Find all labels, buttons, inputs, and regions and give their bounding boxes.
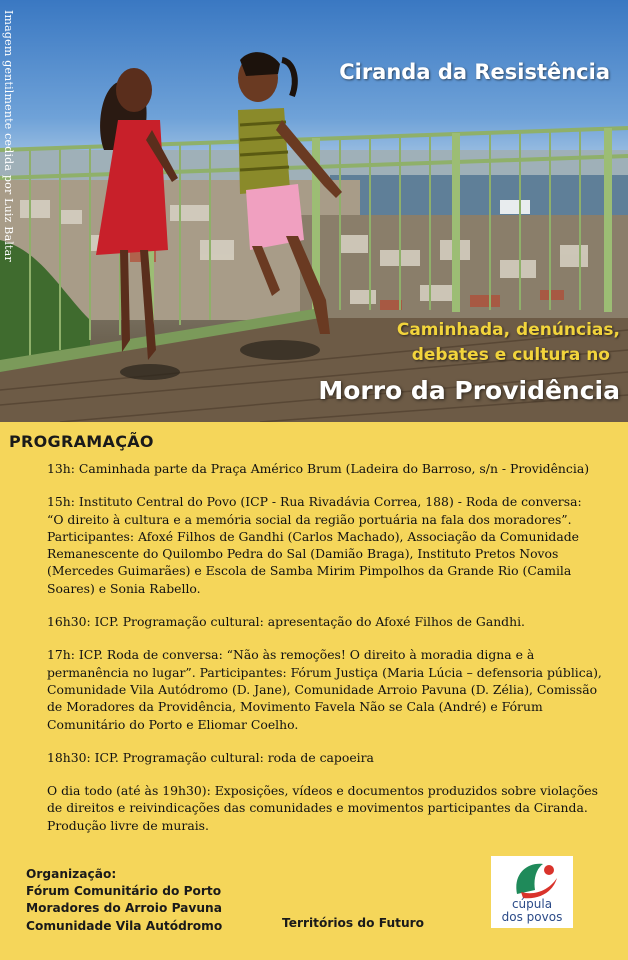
program-item-6: O dia todo (até às 19h30): Exposições, vídeos e documentos produzidos sobre violações de direitos e reivindicações das comunidades e movimentos participantes da Ciranda. Produção livre de murais.: [47, 783, 598, 833]
org-item: Comunidade Vila Autódromo: [26, 918, 223, 933]
cupula-logo-icon: [491, 856, 573, 900]
program-item-1: 13h: Caminhada parte da Praça Américo Brum (Ladeira do Barroso, s/n - Providência): [47, 461, 590, 476]
hero-photo: [0, 0, 628, 422]
program-list: [47, 460, 602, 850]
program-heading: PROGRAMAÇÃO: [9, 432, 154, 451]
cupula-dos-povos-logo: [491, 856, 573, 928]
program-item-3: 16h30: ICP. Programação cultural: apresentação do Afoxé Filhos de Gandhi.: [47, 614, 525, 630]
event-location: Morro da Providência: [318, 376, 620, 405]
territorios-label: Territórios do Futuro: [282, 916, 425, 930]
organizers: [26, 866, 222, 935]
subtitle-line-2: debates e cultura no: [411, 345, 610, 365]
org-item: Moradores do Arroio Pavuna: [26, 901, 222, 916]
subtitle-line-1: Caminhada, denúncias,: [396, 320, 620, 340]
logo-line-1: cúpula: [511, 897, 553, 911]
program-item-5: 18h30: ICP. Programação cultural: roda de capoeira: [47, 749, 374, 765]
org-label: Organização:: [26, 867, 117, 881]
event-subtitle: [260, 318, 620, 368]
org-item: Fórum Comunitário do Porto: [26, 884, 222, 899]
event-title: Ciranda da Resistência: [339, 60, 610, 84]
program-item-4: 17h: ICP. Roda de conversa: “Não às remoções! O direito à moradia digna e à permanência no lugar”. Participantes: Fórum Justiça (Maria Lúcia – defensoria pública), Comunidade Vila Autódromo (D. Jane), Comunidade Arroio Pavuna (D. Zélia), Comissão de Moradores da Providência, Movimento Favela Não se Cala (André) e Fórum Comunitário do Porto e Eliomar Coelho.: [47, 647, 602, 732]
program-item-2: 15h: Instituto Central do Povo (ICP - Rua Rivadávia Correa, 188) - Roda de conversa: “O direito à cultura e a memória social da região portuária na fala dos moradores”. Participantes: Afoxé Filhos de Gandhi (Carlos Machado), Associação da Comunidade Remanescente do Quilombo Pedra do Sal (Damião Braga), Instituto Pretos Novos (Mercedes Guimarães) e Escola de Samba Mirim Pimpolhos da Grande Rio (Camila Soares) e Sonia Rabello.: [47, 494, 582, 596]
logo-line-2: dos povos: [501, 910, 563, 924]
photo-credit: Imagem gentilmente cedida por Luiz Baltar: [2, 10, 15, 262]
